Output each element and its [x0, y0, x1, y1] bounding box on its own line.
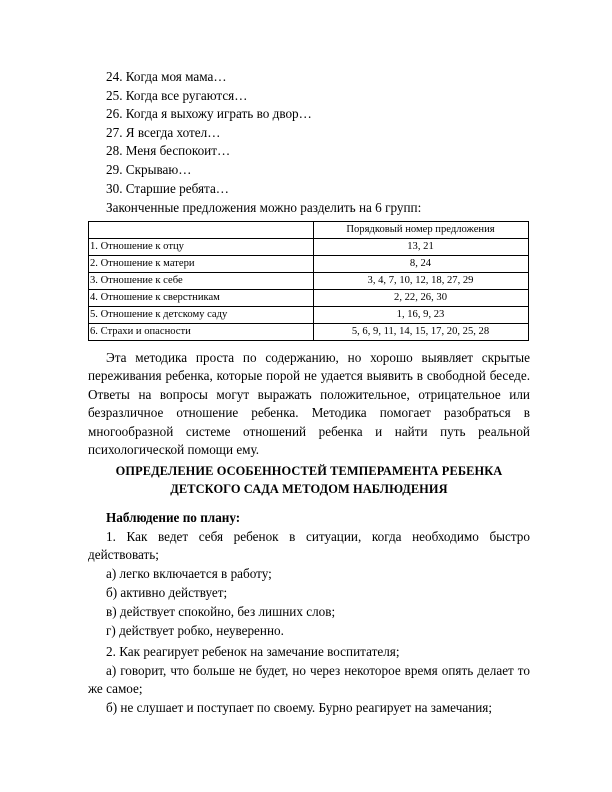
q1-option-a: а) легко включается в работу; [106, 566, 272, 581]
table-cell-numbers: 13, 21 [314, 239, 529, 256]
table-cell-numbers: 3, 4, 7, 10, 12, 18, 27, 29 [314, 273, 529, 290]
table-cell-numbers: 5, 6, 9, 11, 14, 15, 17, 20, 25, 28 [314, 324, 529, 341]
table-header-cell [89, 222, 314, 239]
q1-option-c: в) действует спокойно, без лишних слов; [106, 604, 336, 619]
q1-option-d: г) действует робко, неуверенно. [106, 623, 284, 638]
section-heading [88, 463, 530, 498]
table-row [89, 256, 529, 273]
table-header-cell: Порядковый номер предложения [314, 222, 529, 239]
plan-title: Наблюдение по плану: [106, 510, 241, 525]
q2-option-a-text: а) говорит, что больше не будет, но через некоторое время опять делает то же самое; [88, 663, 530, 697]
table-row [89, 324, 529, 341]
list-item: 29. Скрываю… [106, 161, 192, 177]
table-row [89, 239, 529, 256]
table-cell-group: 4. Отношение к сверстникам [89, 290, 314, 307]
list-item: 25. Когда все ругаются… [106, 87, 248, 103]
list-item: 26. Когда я выхожу играть во двор… [106, 106, 312, 122]
list-item: 27. Я всегда хотел… [106, 124, 221, 140]
groups-intro: Законченные предложения можно разделить на 6 групп: [106, 200, 422, 215]
q2-option-b: б) не слушает и поступает по своему. Бурно реагирует на замечания; [106, 700, 493, 715]
list-item: 28. Меня беспокоит… [106, 143, 231, 159]
question-1 [88, 528, 530, 565]
list-item: 30. Старшие ребята… [106, 180, 229, 196]
table-cell-group: 5. Отношение к детскому саду [89, 307, 314, 324]
list-item: 24. Когда моя мама… [106, 69, 227, 84]
table-cell-numbers: 2, 22, 26, 30 [314, 290, 529, 307]
paragraph-text: Эта методика проста по содержанию, но хорошо выявляет скрытые переживания ребенка, которые порой не удается выявить в свободной беседе. Ответы на вопросы могут выражать положительное, отрицательное или безразличное отношение ребенка. Методика помогает разобраться в многообразной системе отношений ребенка и найти путь реальной психологической помощи ему. [88, 350, 530, 458]
table-header-row [89, 222, 529, 239]
heading-line-2: ДЕТСКОГО САДА МЕТОДОМ НАБЛЮДЕНИЯ [170, 481, 448, 496]
q2-option-a [88, 662, 530, 699]
table-row [89, 290, 529, 307]
sentence-list [106, 68, 312, 198]
groups-table [88, 221, 529, 341]
table-cell-numbers: 8, 24 [314, 256, 529, 273]
table-cell-group: 6. Страхи и опасности [89, 324, 314, 341]
heading-line-1: ОПРЕДЕЛЕНИЕ ОСОБЕННОСТЕЙ ТЕМПЕРАМЕНТА РЕБЕНКА [115, 464, 503, 478]
table-row [89, 307, 529, 324]
table-cell-group: 3. Отношение к себе [89, 273, 314, 290]
question-2-text: 2. Как реагирует ребенок на замечание воспитателя; [106, 644, 400, 659]
question-1-text: 1. Как ведет себя ребенок в ситуации, когда необходимо быстро действовать; [88, 529, 530, 563]
table-row [89, 273, 529, 290]
q1-option-b: б) активно действует; [106, 585, 228, 600]
table-cell-group: 1. Отношение к отцу [89, 239, 314, 256]
method-paragraph [88, 349, 530, 459]
table-cell-numbers: 1, 16, 9, 23 [314, 307, 529, 324]
table-cell-group: 2. Отношение к матери [89, 256, 314, 273]
